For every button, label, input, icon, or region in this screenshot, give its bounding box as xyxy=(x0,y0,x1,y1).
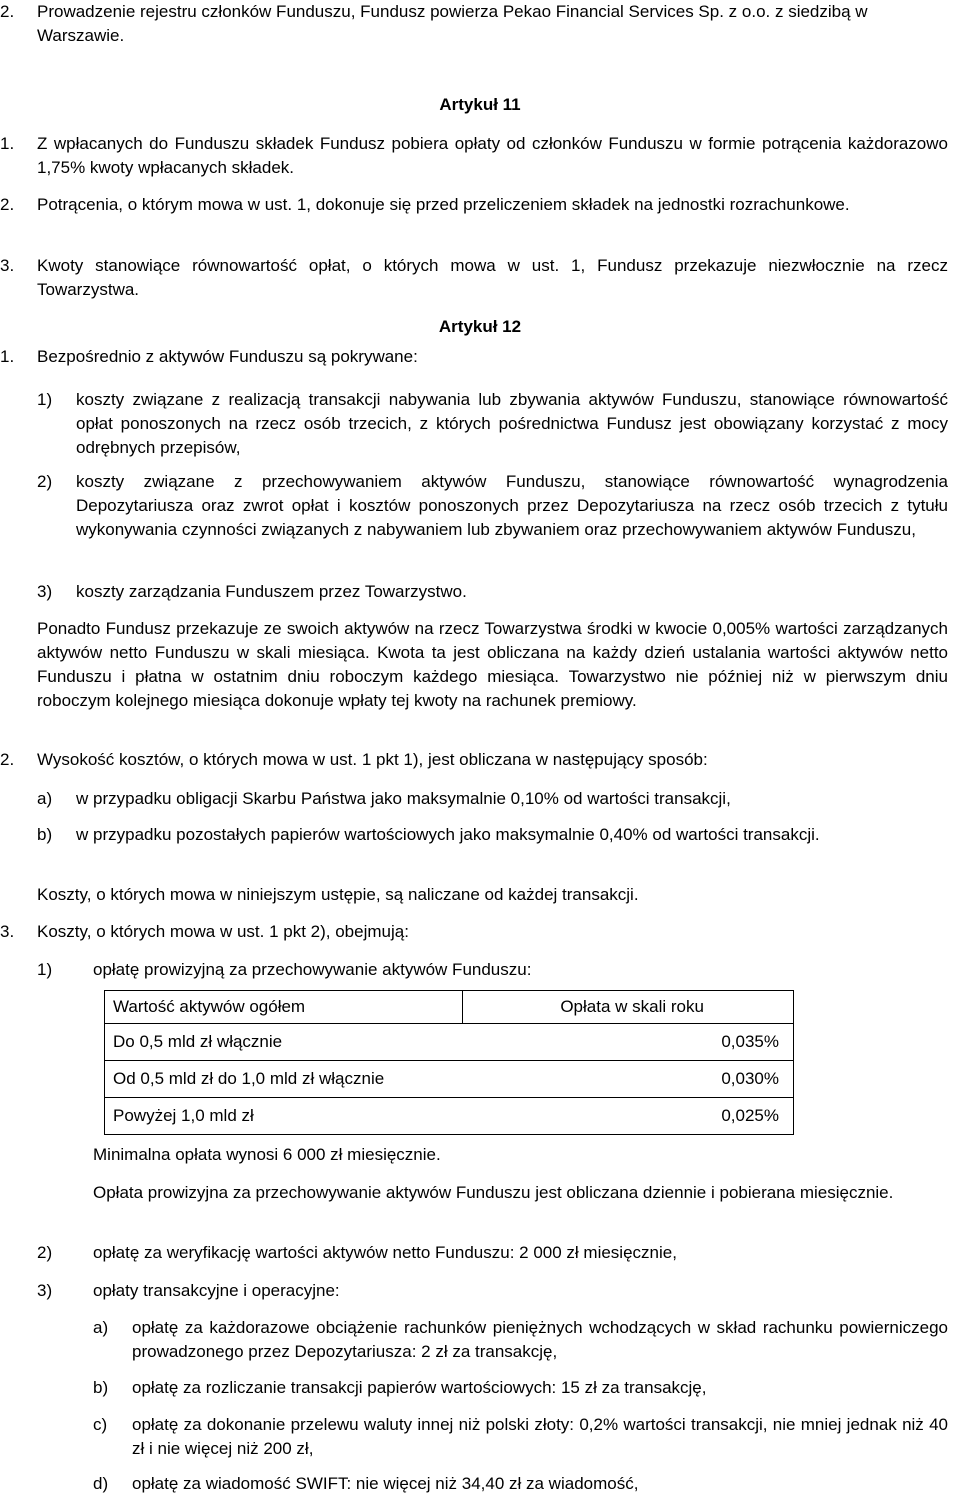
heading-art12: Artykuł 12 xyxy=(438,317,522,336)
fee-calc-note xyxy=(93,1181,948,1205)
paragraph-art12-item1-intro xyxy=(0,345,948,369)
item-text: Kwoty stanowiące równowartość opłat, o których mowa w ust. 1, Fundusz przekazuje niezwłocznie na rzecz Towarzystwa. xyxy=(37,256,948,299)
paragraph-text: Minimalna opłata wynosi 6 000 zł miesięcznie. xyxy=(93,1145,441,1164)
min-fee-note xyxy=(93,1143,948,1167)
subpoint-letter: b) xyxy=(93,1378,109,1397)
point-number: 3) xyxy=(37,1281,53,1300)
table-row xyxy=(105,1061,794,1098)
table-cell-value: 0,025% xyxy=(721,1106,779,1125)
subpoint-text: opłatę za dokonanie przelewu waluty innej niż polski złoty: 0,2% wartości transakcji, nie mniej jednak niż 40 zł i nie więcej niż 200 zł, xyxy=(132,1415,948,1458)
item-number: 2. xyxy=(0,2,15,21)
item-text: Koszty, o których mowa w ust. 1 pkt 2), obejmują: xyxy=(37,922,409,941)
paragraph-text: Opłata prowizyjna za przechowywanie aktywów Funduszu jest obliczana dziennie i pobierana miesięcznie. xyxy=(93,1183,894,1202)
paragraph-art12-item2-intro xyxy=(0,748,948,772)
point-3-3 xyxy=(0,1279,948,1303)
item-text: Z wpłacanych do Funduszu składek Fundusz pobiera opłaty od członków Funduszu w formie potrącenia każdorazowo 1,75% kwoty wpłacanych składek. xyxy=(37,134,948,177)
subpoint-3-3-d xyxy=(0,1472,948,1496)
point-2-a xyxy=(0,787,948,811)
table-cell-value: 0,035% xyxy=(721,1032,779,1051)
point-text: opłatę za weryfikację wartości aktywów netto Funduszu: 2 000 zł miesięcznie, xyxy=(93,1243,677,1262)
table-cell xyxy=(105,1024,794,1061)
paragraph-art12-item2-closing xyxy=(37,883,948,907)
subpoint-3-3-c xyxy=(0,1413,948,1461)
point-1-3 xyxy=(0,580,948,604)
point-text: opłatę prowizyjną za przechowywanie aktywów Funduszu: xyxy=(93,960,532,979)
point-number: 2) xyxy=(37,1243,53,1262)
paragraph-art10-item2 xyxy=(0,0,948,48)
subpoint-text: opłatę za każdorazowe obciążenie rachunków pieniężnych wchodzących w skład rachunku powierniczego prowadzonego przez Depozytariusza: 2 zł za transakcję, xyxy=(132,1318,948,1361)
item-number: 3. xyxy=(0,256,15,275)
point-text: koszty związane z przechowywaniem aktywów Funduszu, stanowiące równowartość wynagrodzenia Depozytariusza oraz zwrot opłat i kosztów ponoszonych przez Depozytariusza na rzecz osób trzecich z tytułu wykonywania czynności związanych z nabywaniem lub zbywaniem oraz przechowywaniem aktywów Funduszu, xyxy=(76,472,948,539)
point-number: 3) xyxy=(37,582,53,601)
subpoint-letter: a) xyxy=(93,1318,109,1337)
point-number: 2) xyxy=(37,472,53,491)
paragraph-text: Koszty, o których mowa w niniejszym ustępie, są naliczane od każdej transakcji. xyxy=(37,885,639,904)
table-cell-label: Powyżej 1,0 mld zł xyxy=(113,1106,254,1125)
item-number: 2. xyxy=(0,195,15,214)
point-number: a) xyxy=(37,789,53,808)
table-cell xyxy=(105,1098,794,1135)
point-2-b xyxy=(0,823,948,847)
subpoint-letter: d) xyxy=(93,1474,109,1493)
paragraph-art11-item3 xyxy=(0,254,948,302)
fee-table xyxy=(104,990,794,1135)
table-header-cell: Opłata w skali roku xyxy=(463,991,794,1024)
table-cell-label: Od 0,5 mld zł do 1,0 mld zł włącznie xyxy=(113,1069,385,1088)
subpoint-3-3-a xyxy=(0,1316,948,1364)
point-3-1 xyxy=(0,958,948,982)
point-number: 1) xyxy=(37,960,53,979)
table-cell-label: Do 0,5 mld zł włącznie xyxy=(113,1032,283,1051)
item-text: Potrącenia, o którym mowa w ust. 1, dokonuje się przed przeliczeniem składek na jednostki rozrachunkowe. xyxy=(37,195,850,214)
point-text: koszty zarządzania Funduszem przez Towarzystwo. xyxy=(76,582,467,601)
paragraph-art11-item1 xyxy=(0,132,948,180)
subpoint-letter: c) xyxy=(93,1415,108,1434)
heading-art11: Artykuł 11 xyxy=(439,95,521,114)
item-number: 3. xyxy=(0,922,15,941)
paragraph-art12-item3-intro xyxy=(0,920,948,944)
subpoint-3-3-b xyxy=(0,1376,948,1400)
point-text: w przypadku pozostałych papierów wartościowych jako maksymalnie 0,40% od wartości transakcji. xyxy=(76,825,820,844)
table-cell xyxy=(105,1061,794,1098)
table-header-cell: Wartość aktywów ogółem xyxy=(105,991,463,1024)
table-row xyxy=(105,1024,794,1061)
paragraph-text: Ponadto Fundusz przekazuje ze swoich aktywów na rzecz Towarzystwa środki w kwocie 0,005% wartości zarządzanych aktywów netto Funduszu w skali miesiąca. Kwota ta jest obliczana na każdy dzień ustalania wartości aktywów netto Funduszu i płatna w ostatnim dniu roboczym każdego miesiąca. Towarzystwo nie później niż w pierwszym dniu roboczym kolejnego miesiąca dokonuje wpłaty tej kwoty na rachunek premiowy. xyxy=(37,619,948,710)
item-number: 1. xyxy=(0,134,15,153)
table-header-row xyxy=(105,991,794,1024)
paragraph-art12-item1-closing xyxy=(37,617,948,713)
item-text: Bezpośrednio z aktywów Funduszu są pokrywane: xyxy=(37,347,418,366)
item-text: Prowadzenie rejestru członków Funduszu, Fundusz powierza Pekao Financial Services Sp. z o.o. z siedzibą w Warszawie. xyxy=(37,2,868,45)
point-text: koszty związane z realizacją transakcji nabywania lub zbywania aktywów Funduszu, stanowiące równowartość opłat ponoszonych na rzecz osób trzecich, z których pośrednictwa Fundusz jest obowiązany korzystać z mocy odrębnych przepisów, xyxy=(76,390,948,457)
point-text: opłaty transakcyjne i operacyjne: xyxy=(93,1281,340,1300)
table-cell-value: 0,030% xyxy=(721,1069,779,1088)
item-number: 1. xyxy=(0,347,15,366)
subpoint-text: opłatę za wiadomość SWIFT: nie więcej niż 34,40 zł za wiadomość, xyxy=(132,1474,639,1493)
item-text: Wysokość kosztów, o których mowa w ust. 1 pkt 1), jest obliczana w następujący sposób: xyxy=(37,750,708,769)
point-text: w przypadku obligacji Skarbu Państwa jako maksymalnie 0,10% od wartości transakcji, xyxy=(76,789,731,808)
point-1-2 xyxy=(0,470,948,542)
point-number: 1) xyxy=(37,390,53,409)
point-1-1 xyxy=(0,388,948,460)
table-row xyxy=(105,1098,794,1135)
point-number: b) xyxy=(37,825,53,844)
point-3-2 xyxy=(0,1241,948,1265)
paragraph-art11-item2 xyxy=(0,193,948,217)
subpoint-text: opłatę za rozliczanie transakcji papierów wartościowych: 15 zł za transakcję, xyxy=(132,1378,707,1397)
item-number: 2. xyxy=(0,750,15,769)
